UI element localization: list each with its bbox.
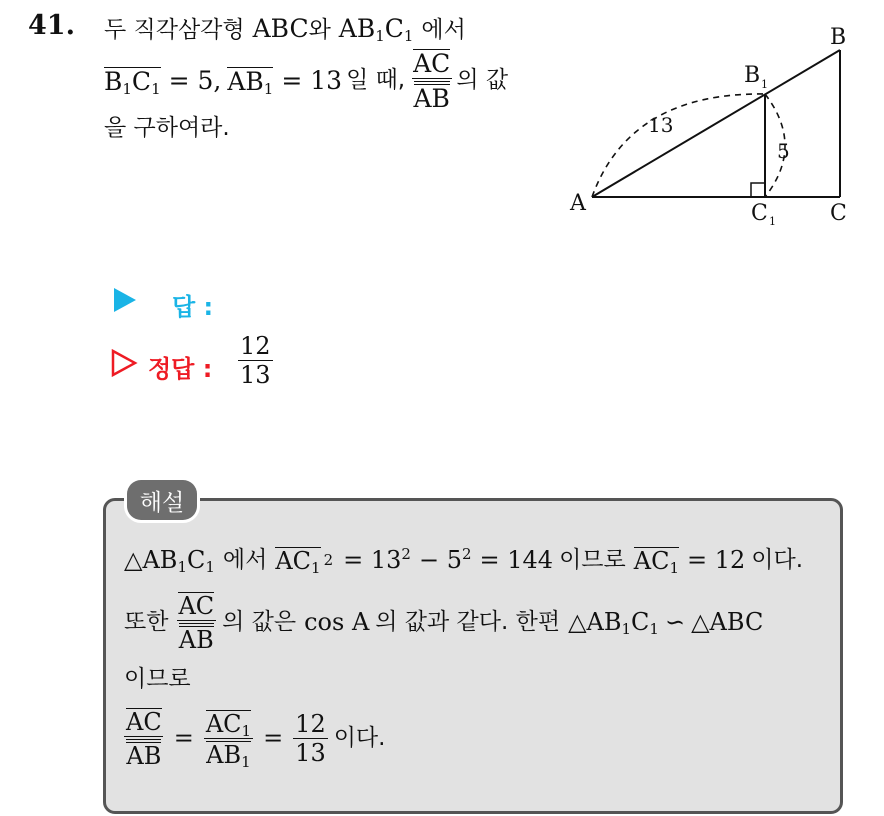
play-triangle-icon xyxy=(112,287,138,313)
fraction-ac-ab: $\frac{AC}{AB}$ xyxy=(126,708,162,770)
fraction-ac1-ab1: $\frac{AC_1}{AB_1}$ xyxy=(205,709,252,771)
label-c1: C xyxy=(751,201,768,226)
problem-text: 의 값 xyxy=(456,66,509,93)
right-angle-mark xyxy=(751,183,765,197)
label-b1-sub: 1 xyxy=(761,78,768,91)
problem-text: 두 직각삼각형 xyxy=(104,17,245,43)
triangle-ab1c1: $\triangle AB_1C_1$ xyxy=(568,608,659,638)
label-5: 5 xyxy=(777,139,790,163)
problem-text: 와 xyxy=(308,17,331,43)
expression: − $5^2$ xyxy=(418,545,472,574)
similar-symbol: ∽ xyxy=(664,608,686,636)
solution-line-4 xyxy=(124,704,385,772)
problem-text: 에서 xyxy=(421,17,466,43)
triangle-abc: ABC xyxy=(252,14,309,43)
solution-line-1: $\triangle AB_1C_1$ 에서 $AC_1$ 2 = $13^2$ − $5^2$ = 144 이므로 $AC_1$ = 12 이다. xyxy=(124,545,804,577)
triangle-ab1c1: $\triangle AB_1C_1$ xyxy=(124,546,215,576)
problem-line-3 xyxy=(104,114,230,140)
label-c: C xyxy=(830,201,847,226)
equals: = xyxy=(173,724,194,752)
equals: = xyxy=(263,724,284,752)
segment-ab1: $AB_1$ xyxy=(227,66,274,98)
question-number: 41. xyxy=(28,10,75,41)
solution-text: 의 값과 같다. 한편 xyxy=(375,608,561,635)
solution-tag: 해설 xyxy=(127,480,197,520)
value-5: = 5, xyxy=(168,65,222,95)
problem-line-1 xyxy=(104,14,466,45)
segment-ac1: $AC_1$ xyxy=(275,547,321,577)
hypotenuse-ab xyxy=(592,50,840,197)
segment-ac1: $AC_1$ xyxy=(633,547,679,577)
label-b: B xyxy=(830,25,847,50)
value-13: = 13 xyxy=(281,65,343,95)
correct-answer-value: $\frac{12}{13}$ xyxy=(240,332,271,389)
fraction-12-13: $\frac{12}{13}$ xyxy=(295,709,326,767)
triangle-abc: △ABC xyxy=(691,608,764,636)
correct-answer-label: 정답 : xyxy=(148,355,213,383)
solution-text: 이므로 xyxy=(124,666,191,692)
solution-text: 에서 xyxy=(222,546,268,573)
answer-label: 답 : xyxy=(172,293,214,321)
expression: = 144 xyxy=(479,546,554,574)
solution-text: 또한 xyxy=(124,608,169,635)
problem-text: 일 때, xyxy=(346,66,406,93)
solution-text: 이므로 xyxy=(559,546,626,573)
solution-text: 이다. xyxy=(333,724,386,751)
expression: = $13^2$ xyxy=(343,545,411,574)
label-b1: B xyxy=(744,63,761,88)
cos-a: cos A xyxy=(304,608,370,636)
triangle-figure xyxy=(560,20,870,230)
label-a: A xyxy=(570,191,586,216)
label-c1-sub: 1 xyxy=(769,215,776,228)
expression: = 12 xyxy=(686,546,746,574)
solution-line-3 xyxy=(124,666,191,691)
solution-line-2 xyxy=(124,590,763,654)
problem-line-2 xyxy=(104,49,509,113)
solution-text: 의 값은 xyxy=(222,608,297,635)
segment-b1c1: $B_1C_1$ xyxy=(104,66,161,98)
outline-triangle-icon xyxy=(110,349,138,377)
label-13: 13 xyxy=(648,113,674,137)
problem-text: 을 구하여라. xyxy=(104,115,230,141)
fraction-ac-ab: $\frac{AC}{AB}$ xyxy=(413,49,451,113)
solution-text: 이다. xyxy=(751,546,804,573)
triangle-ab1c1: $AB_1C_1$ xyxy=(338,14,414,45)
fraction-ac-ab: $\frac{AC}{AB}$ xyxy=(178,592,215,654)
